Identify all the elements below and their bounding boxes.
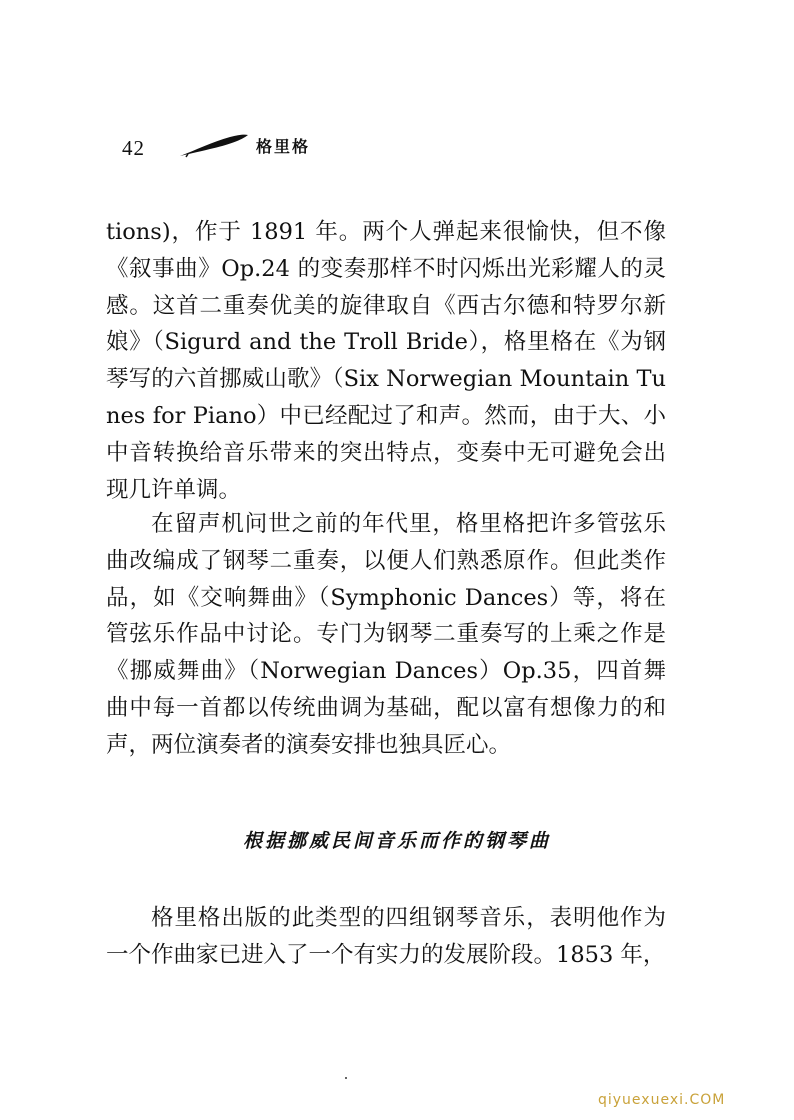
page-header — [122, 130, 422, 170]
watermark: qiyuexuexi.COM — [598, 1092, 726, 1108]
body-paragraph-2: 在留声机问世之前的年代里，格里格把许多管弦乐曲改编成了钢琴二重奏，以便人们熟悉原作。但此类作品，如《交响舞曲》（Symphonic Dances）等，将在管弦乐作品中讨论。专门为钢琴二重奏写的上乘之作是《挪威舞曲》（Norwegian Dances）Op.35，四首舞曲中每一首都以传统曲调为基础，配以富有想像力的和声，两位演奏者的演奏安排也独具匠心。 — [106, 511, 666, 758]
section-heading: 根据挪威民间音乐而作的钢琴曲 — [242, 830, 551, 852]
feather-ornament-icon — [178, 132, 250, 158]
running-title: 格里格 — [256, 137, 311, 156]
body-paragraph-3: 格里格出版的此类型的四组钢琴音乐，表明他作为一个作曲家已进入了一个有实力的发展阶段。1853 年， — [106, 905, 666, 968]
page-number: 42 — [122, 136, 145, 160]
body-paragraph-1: tions)，作于 1891 年。两个人弹起来很愉快，但不像《叙事曲》Op.24 的变奏那样不时闪烁出光彩耀人的灵感。这首二重奏优美的旋律取自《西古尔德和特罗尔新娘》（Sigurd and the Troll Bride），格里格在《为钢琴写的六首挪威山歌》（Six Norwegian Mountain Tunes for Piano）中已经配过了和声。然而，由于大、小中音转换给音乐带来的突出特点，变奏中无可避免会出现几许单调。 — [106, 219, 666, 503]
page-mark — [345, 1077, 347, 1079]
